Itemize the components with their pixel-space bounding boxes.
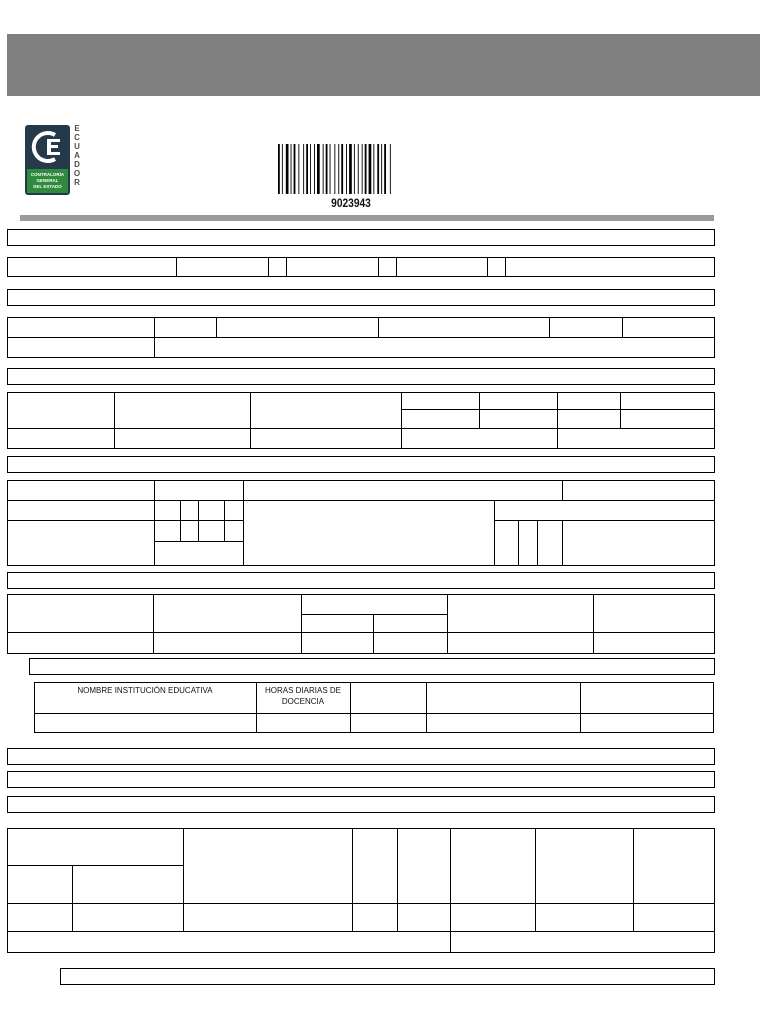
section-header-7	[7, 748, 715, 765]
barcode-bar	[317, 144, 320, 194]
barcode-bar	[323, 144, 324, 194]
barcode-bar	[303, 144, 304, 194]
logo-country-letters: E C U A D O R	[73, 124, 81, 187]
barcode	[276, 144, 426, 194]
status-block	[7, 480, 715, 566]
svg-text:DEL ESTADO: DEL ESTADO	[33, 184, 62, 189]
barcode-bar	[298, 144, 299, 194]
barcode-number: 9023943	[331, 196, 371, 210]
barcode-bar	[338, 144, 339, 194]
section-header-8	[7, 771, 715, 788]
barcode-bar	[310, 144, 311, 194]
barcode-bar	[390, 144, 391, 194]
header-separator	[20, 215, 714, 221]
barcode-bar	[381, 144, 382, 194]
section-header-9	[7, 796, 715, 813]
svg-text:GENERAL: GENERAL	[36, 178, 59, 183]
barcode-bar	[377, 144, 379, 194]
signature-bar	[60, 968, 715, 985]
barcode-bar	[306, 144, 308, 194]
section-header-2	[7, 289, 715, 306]
barcode-bar	[294, 144, 296, 194]
barcode-bar	[330, 144, 331, 194]
barcode-bar	[282, 144, 283, 194]
contraloria-logo	[25, 125, 70, 195]
svg-text:CONTRALORÍA: CONTRALORÍA	[30, 172, 65, 177]
col-header-hours-line1: HORAS DIARIAS DE	[264, 686, 341, 695]
barcode-bar	[326, 144, 328, 194]
section-header-3	[7, 368, 715, 385]
barcode-bar	[384, 144, 386, 194]
barcode-bar	[369, 144, 372, 194]
section-header-5	[7, 572, 715, 589]
col-header-hours-line2: DOCENCIA	[281, 697, 325, 706]
financial-block	[7, 594, 715, 654]
barcode-bar	[346, 144, 347, 194]
barcode-bar	[278, 144, 280, 194]
barcode-bar	[341, 144, 343, 194]
barcode-bar	[291, 144, 292, 194]
barcode-bar	[349, 144, 352, 194]
personal-data-row	[7, 257, 715, 277]
barcode-bar	[362, 144, 363, 194]
barcode-bar	[354, 144, 355, 194]
barcode-bar	[365, 144, 367, 194]
section-header-1	[7, 229, 715, 246]
barcode-bar	[334, 144, 335, 194]
section-header-6	[29, 658, 715, 675]
section-header-4	[7, 456, 715, 473]
barcode-bar	[358, 144, 359, 194]
header-band	[7, 34, 760, 96]
barcode-bar	[286, 144, 289, 194]
barcode-bar	[314, 144, 315, 194]
barcode-bar	[373, 144, 374, 194]
col-header-institution: NOMBRE INSTITUCIÓN EDUCATIVA	[77, 686, 213, 695]
declaration-block	[7, 828, 715, 953]
